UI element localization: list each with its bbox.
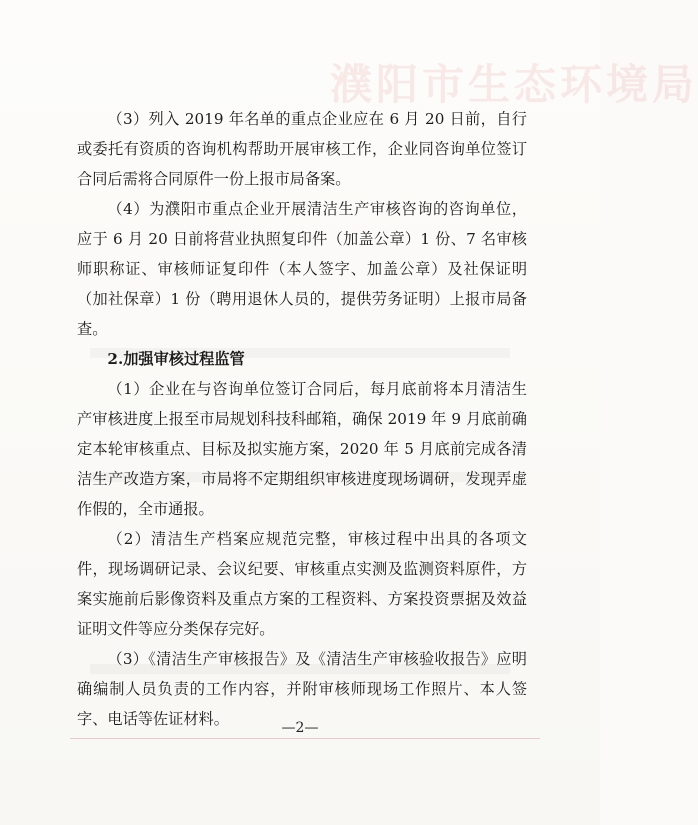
document-body [77, 104, 527, 734]
paragraph-4: （4）为濮阳市重点企业开展清洁生产审核咨询的咨询单位，应于 6 月 20 日前将营业执照复印件（加盖公章）1 份、7 名审核师职称证、审核师证复印件（本人签字、加盖公章）及社保证明（加社保章）1 份（聘用退休人员的，提供劳务证明）上报市局备查。 [77, 200, 527, 338]
agency-watermark: 濮阳市生态环境局 [330, 60, 698, 109]
footer-divider [70, 738, 540, 739]
section-paragraph-1: （1）企业在与咨询单位签订合同后，每月底前将本月清洁生产审核进度上报至市局规划科技科邮箱，确保 2019 年 9 月底前确定本轮审核重点、目标及拟实施方案，2020 年 5 月底前完成各清洁生产改造方案，市局将不定期组织审核进度现场调研，发现弄虚作假的，全市通报。 [77, 380, 527, 518]
paragraph-3: （3）列入 2019 年名单的重点企业应在 6 月 20 日前，自行或委托有资质的咨询机构帮助开展审核工作，企业同咨询单位签订合同后需将合同原件一份上报市局备案。 [77, 110, 527, 188]
page-number: —2— [281, 720, 319, 736]
section-paragraph-3: （3）《清洁生产审核报告》及《清洁生产审核验收报告》应明确编制人员负责的工作内容，并附审核师现场工作照片、本人签字、电话等佐证材料。 [77, 650, 527, 728]
section-paragraph-2: （2）清洁生产档案应规范完整，审核过程中出具的各项文件，现场调研记录、会议纪要、审核重点实测及监测资料原件，方案实施前后影像资料及重点方案的工程资料、方案投资票据及效益证明文件等应分类保存完好。 [77, 530, 527, 638]
section-heading: 2.加强审核过程监管 [107, 350, 245, 368]
